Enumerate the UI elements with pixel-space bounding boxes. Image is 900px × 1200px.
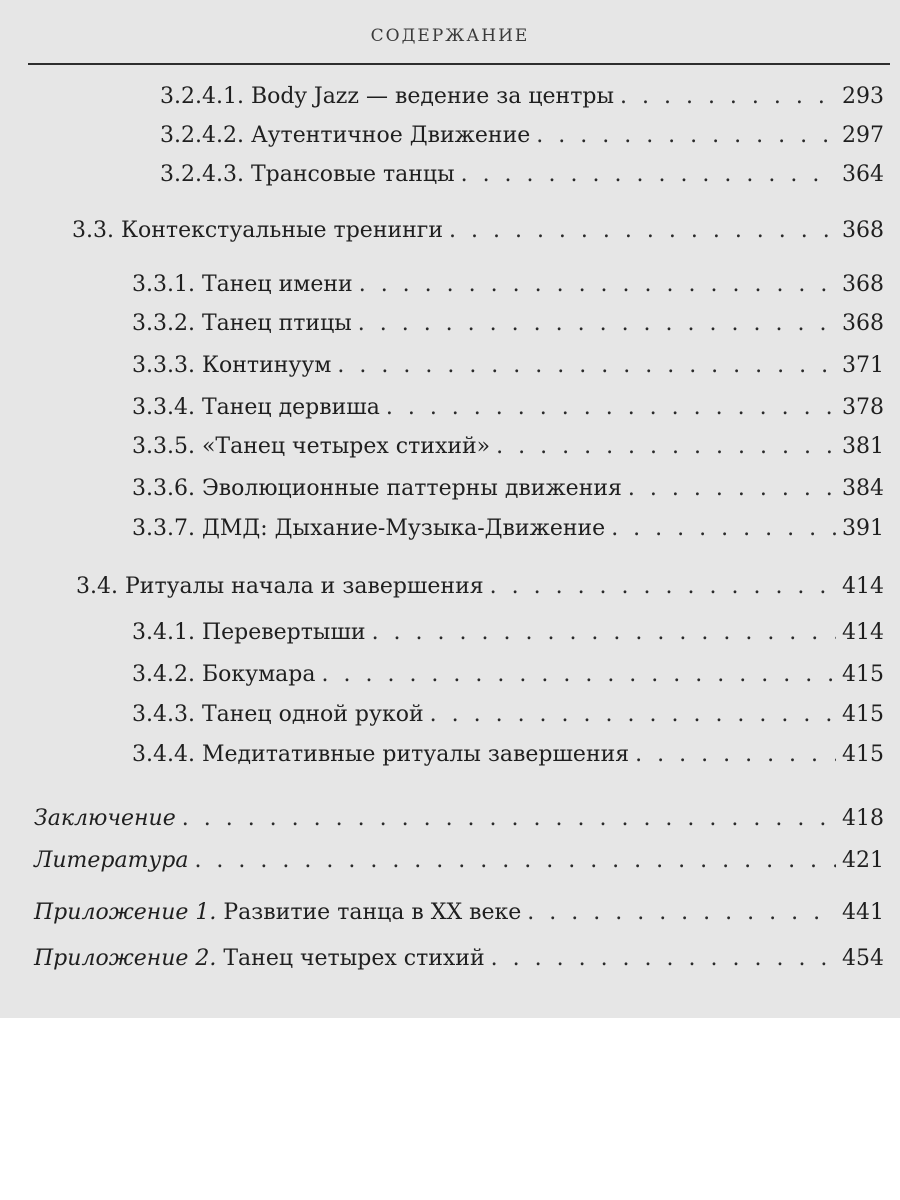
toc-leader-dots	[430, 702, 836, 727]
toc-entry-page: 378	[842, 395, 884, 420]
toc-leader-dots	[491, 946, 836, 971]
toc-entry	[132, 620, 884, 656]
toc-entry-page: 418	[842, 806, 884, 831]
toc-entry-title: 3.3.6. Эволюционные паттерны движения	[132, 476, 622, 501]
toc-section	[72, 218, 884, 254]
toc-entry-title: 3.4.4. Медитативные ритуалы завершения	[132, 742, 630, 767]
toc-leader-dots	[635, 742, 836, 767]
toc-entry-page: 381	[842, 434, 884, 459]
toc-entry	[160, 84, 884, 120]
toc-leader-dots	[322, 662, 837, 687]
toc-entry-page: 368	[842, 272, 884, 297]
toc-leader-dots	[628, 476, 836, 501]
toc-entry-title: Танец четырех стихий	[216, 946, 485, 971]
toc-entry-page: 441	[842, 900, 884, 925]
toc-entry-page: 454	[842, 946, 884, 971]
toc-entry-title: 3.2.4.3. Трансовые танцы	[160, 162, 455, 187]
toc-entry	[132, 272, 884, 308]
toc-appendix	[34, 900, 884, 936]
toc-entry-title: 3.3.7. ДМД: Дыхание-Музыка-Движение	[132, 516, 606, 541]
toc-leader-dots	[461, 162, 836, 187]
toc-entry-title: 3.3.4. Танец дервиша	[132, 395, 380, 420]
blank-area	[0, 1018, 900, 1200]
toc-entry	[132, 311, 884, 347]
toc-entry-title: 3.3.2. Танец птицы	[132, 311, 352, 336]
toc-entry-page: 414	[842, 620, 884, 645]
toc-leader-dots	[536, 123, 836, 148]
toc-entry-title: 3.2.4.1. Body Jazz — ведение за центры	[160, 84, 614, 109]
toc-leader-dots	[386, 395, 836, 420]
toc-appendix	[34, 946, 884, 982]
toc-leader-dots	[527, 900, 836, 925]
page-header: СОДЕРЖАНИЕ	[370, 26, 530, 46]
toc-leader-dots	[358, 311, 836, 336]
toc-leader-dots	[337, 353, 836, 378]
toc-entry-title: 3.4.2. Бокумара	[132, 662, 316, 687]
toc-entry-page: 415	[842, 662, 884, 687]
toc-entry-page: 391	[842, 516, 884, 541]
toc-chapter	[34, 806, 884, 842]
toc-entry-page: 364	[842, 162, 884, 187]
toc-entry	[160, 123, 884, 159]
toc-entry-page: 368	[842, 311, 884, 336]
toc-entry-page: 293	[842, 84, 884, 109]
toc-entry-title: 3.3.3. Континуум	[132, 353, 332, 378]
toc-entry-page: 371	[842, 353, 884, 378]
toc-entry	[132, 662, 884, 698]
toc-entry-page: 414	[842, 574, 884, 599]
toc-entry-page: 368	[842, 218, 884, 243]
toc-entry-title: 3.3.5. «Танец четырех стихий»	[132, 434, 491, 459]
toc-leader-dots	[611, 516, 836, 541]
toc-leader-dots	[620, 84, 836, 109]
toc-appendix-label: Приложение 1.	[34, 900, 217, 925]
toc-entry	[132, 353, 884, 389]
toc-entry	[132, 742, 884, 778]
toc-entry-title: 3.3.1. Танец имени	[132, 272, 353, 297]
toc-entry-page: 297	[842, 123, 884, 148]
toc-leader-dots	[182, 806, 836, 831]
toc-leader-dots	[359, 272, 836, 297]
toc-entry	[132, 516, 884, 552]
toc-entry-title: 3.2.4.2. Аутентичное Движение	[160, 123, 531, 148]
toc-entry	[132, 702, 884, 738]
toc-leader-dots	[372, 620, 836, 645]
toc-leader-dots	[194, 848, 836, 873]
toc-appendix-label: Приложение 2.	[34, 946, 217, 971]
toc-entry	[160, 162, 884, 198]
toc-entry-page: 415	[842, 702, 884, 727]
toc-entry-page: 384	[842, 476, 884, 501]
toc-entry-title: 3.3. Контекстуальные тренинги	[72, 218, 443, 243]
toc-section	[76, 574, 884, 610]
toc-entry-title: Литература	[34, 848, 189, 873]
toc-entry-title: Развитие танца в XX веке	[216, 900, 522, 925]
toc-chapter	[34, 848, 884, 884]
toc-entry-title: 3.4.1. Перевертыши	[132, 620, 366, 645]
toc-entry-title: Заключение	[34, 806, 176, 831]
toc-entry	[132, 476, 884, 512]
toc-entry-page: 415	[842, 742, 884, 767]
toc-leader-dots	[496, 434, 836, 459]
toc-entry-title: 3.4. Ритуалы начала и завершения	[76, 574, 484, 599]
header-divider	[28, 63, 890, 65]
toc-leader-dots	[449, 218, 836, 243]
toc-leader-dots	[490, 574, 836, 599]
toc-entry-title: 3.4.3. Танец одной рукой	[132, 702, 424, 727]
toc-entry	[132, 395, 884, 431]
toc-entry	[132, 434, 884, 470]
toc-entry-page: 421	[842, 848, 884, 873]
